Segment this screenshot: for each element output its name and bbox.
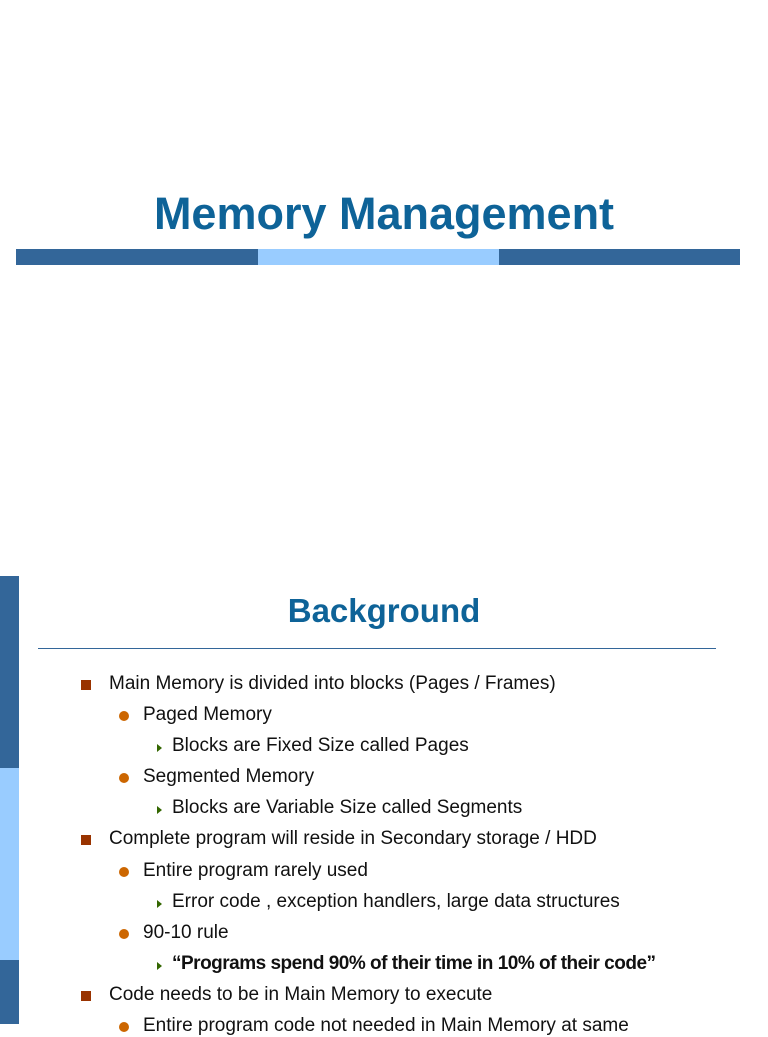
list-item: Entire program rarely used <box>143 860 368 881</box>
list-item: Complete program will reside in Secondary storage / HDD <box>109 828 597 849</box>
arrow-bullet-icon <box>157 744 162 752</box>
title-bar-right <box>499 249 740 265</box>
title-bar-middle <box>258 249 499 265</box>
slide-2 <box>0 576 768 1036</box>
square-bullet-icon <box>81 835 91 845</box>
circle-bullet-icon <box>119 867 129 877</box>
list-item: Entire program code not needed in Main Memory at same <box>143 1015 629 1036</box>
list-item: “Programs spend 90% of their time in 10% of their code” <box>172 953 656 974</box>
arrow-bullet-icon <box>157 900 162 908</box>
list-item: Error code , exception handlers, large data structures <box>172 891 620 912</box>
circle-bullet-icon <box>119 929 129 939</box>
circle-bullet-icon <box>119 773 129 783</box>
circle-bullet-icon <box>119 711 129 721</box>
title-underline <box>38 648 716 649</box>
side-bar-middle <box>0 768 19 960</box>
side-bar-bottom <box>0 960 19 1024</box>
list-item: Paged Memory <box>143 704 272 725</box>
title-bar-left <box>16 249 258 265</box>
list-item: Blocks are Fixed Size called Pages <box>172 735 469 756</box>
slide-title: Memory Management <box>153 188 615 239</box>
list-item: Code needs to be in Main Memory to execute <box>109 984 493 1005</box>
square-bullet-icon <box>81 680 91 690</box>
list-item: Blocks are Variable Size called Segments <box>172 797 523 818</box>
arrow-bullet-icon <box>157 962 162 970</box>
circle-bullet-icon <box>119 1022 129 1032</box>
list-item: 90-10 rule <box>143 922 229 943</box>
square-bullet-icon <box>81 991 91 1001</box>
list-item: Main Memory is divided into blocks (Pages / Frames) <box>109 673 556 694</box>
slide-title: Background <box>287 592 481 629</box>
arrow-bullet-icon <box>157 806 162 814</box>
list-item: Segmented Memory <box>143 766 315 787</box>
